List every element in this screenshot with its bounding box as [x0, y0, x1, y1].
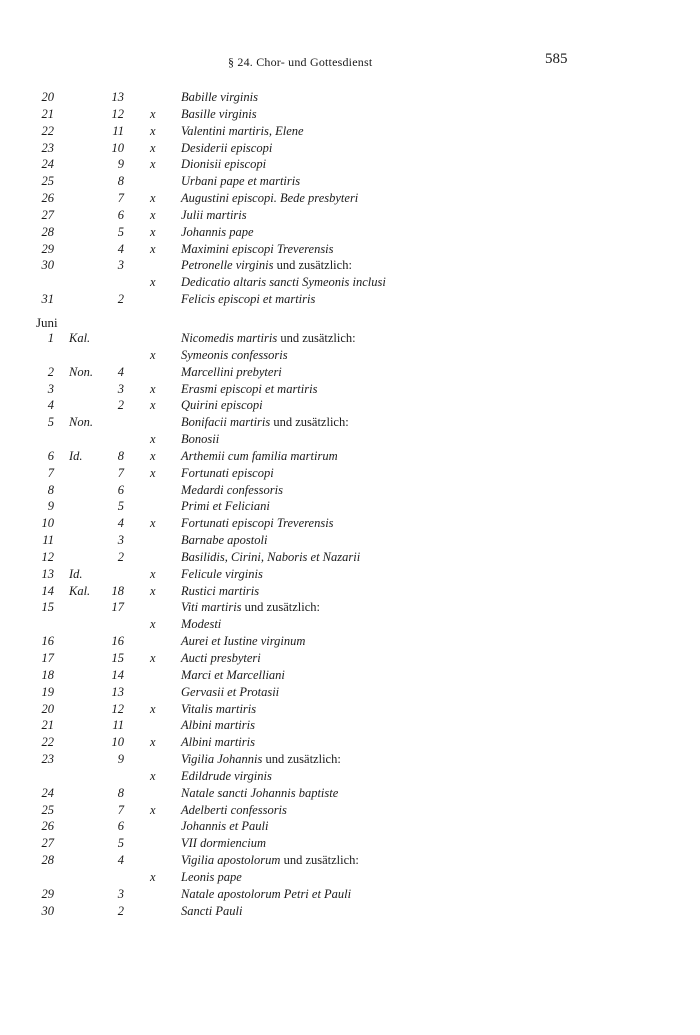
calendar-row: [0, 903, 700, 920]
feast-text: Modesti: [181, 617, 222, 632]
calendar-row: [0, 414, 700, 431]
calendar-row: [0, 381, 700, 398]
feast-name: [181, 156, 266, 173]
feast-name: [181, 106, 257, 123]
feast-name: [181, 667, 285, 684]
feast-name: [181, 173, 300, 190]
calendar-row: [0, 106, 700, 123]
feast-name: [181, 549, 360, 566]
calendar-row: [0, 599, 700, 616]
feast-name: [181, 431, 219, 448]
feast-text: Johannis pape: [181, 224, 254, 239]
calendar-row: [0, 482, 700, 499]
calendar-keyword: Kal.: [69, 583, 91, 598]
mark-x: x: [150, 617, 156, 632]
month-heading-row: [0, 308, 700, 330]
feast-text: Viti martiris: [181, 600, 242, 615]
day-number: 28: [41, 853, 54, 868]
reverse-count: 12: [111, 701, 124, 716]
reverse-count: 15: [111, 651, 124, 665]
calendar-row: [0, 291, 700, 308]
reverse-count: 8: [117, 785, 124, 800]
day-number: 30: [41, 903, 54, 918]
mark-x: x: [150, 651, 156, 665]
reverse-count: 12: [111, 106, 124, 121]
feast-name: [181, 717, 255, 734]
feast-text: Arthemii cum familia martirum: [181, 448, 338, 463]
feast-name: [181, 734, 255, 751]
day-number: 23: [41, 140, 54, 155]
feast-name: [181, 785, 338, 802]
day-number: 28: [41, 224, 54, 239]
feast-name: [181, 397, 263, 414]
feast-name: [181, 515, 334, 532]
calendar-row: [0, 583, 700, 600]
calendar-row: [0, 667, 700, 684]
feast-text: Johannis et Pauli: [181, 819, 269, 834]
feast-name: [181, 751, 341, 768]
feast-name: [181, 852, 359, 869]
additional-note: und zusätzlich:: [277, 330, 356, 345]
day-number: 21: [41, 718, 54, 733]
feast-name: [181, 903, 242, 920]
calendar-row: [0, 140, 700, 157]
day-number: 23: [41, 752, 54, 767]
feast-text: Desiderii episcopi: [181, 140, 273, 155]
calendar-row: [0, 734, 700, 751]
feast-name: [181, 448, 338, 465]
mark-x: x: [150, 140, 156, 155]
additional-note: und zusätzlich:: [270, 415, 349, 430]
reverse-count: 8: [117, 448, 124, 463]
day-number: 5: [47, 415, 54, 430]
day-number: 27: [41, 207, 54, 222]
feast-name: [181, 381, 317, 398]
feast-text: Albini martiris: [181, 718, 255, 733]
day-number: 14: [41, 583, 54, 598]
feast-name: [181, 583, 259, 600]
day-number: 13: [41, 566, 54, 581]
additional-note: und zusätzlich:: [280, 853, 359, 868]
feast-text: Barnabe apostoli: [181, 533, 268, 548]
calendar-row: [0, 650, 700, 667]
feast-name: [181, 599, 320, 616]
feast-text: Petronelle virginis: [181, 258, 274, 273]
reverse-count: 4: [117, 516, 124, 531]
feast-text: Marcellini prebyteri: [181, 364, 282, 379]
calendar-row: [0, 802, 700, 819]
day-number: 18: [41, 667, 54, 682]
feast-name: [181, 140, 272, 157]
mark-x: x: [150, 566, 156, 581]
calendar-keyword: Non.: [69, 364, 93, 379]
mark-x: x: [150, 398, 156, 413]
reverse-count: 17: [111, 600, 124, 615]
feast-name: [181, 347, 288, 364]
feast-name: [181, 123, 304, 140]
calendar-row: [0, 515, 700, 532]
calendar-row: [0, 768, 700, 785]
feast-text: Julii martiris: [181, 207, 247, 222]
calendar-row: [0, 886, 700, 903]
reverse-count: 18: [111, 583, 124, 598]
feast-name: [181, 616, 221, 633]
calendar-row: [0, 274, 700, 291]
day-number: 16: [41, 634, 54, 649]
mark-x: x: [150, 381, 156, 396]
feast-text: Vigilia Johannis: [181, 752, 263, 767]
feast-text: Fortunati episcopi: [181, 465, 274, 480]
calendar-row: [0, 818, 700, 835]
calendar-row: [0, 190, 700, 207]
calendar-row: [0, 717, 700, 734]
reverse-count: 6: [117, 819, 124, 834]
page-number: 585: [545, 51, 568, 67]
feast-text: Aucti presbyteri: [181, 651, 261, 665]
reverse-count: 11: [112, 123, 124, 138]
feast-name: [181, 701, 256, 718]
feast-text: Natale sancti Johannis baptiste: [181, 785, 339, 800]
feast-name: [181, 190, 358, 207]
calendar-row: [0, 123, 700, 140]
feast-name: [181, 482, 283, 499]
feast-text: Maximini episcopi Treverensis: [181, 241, 334, 256]
mark-x: x: [150, 241, 156, 256]
feast-text: Fortunati episcopi Treverensis: [181, 516, 334, 531]
feast-name: [181, 465, 274, 482]
day-number: 7: [47, 465, 54, 480]
day-number: 11: [42, 533, 54, 548]
feast-text: Symeonis confessoris: [181, 347, 288, 362]
feast-text: Quirini episcopi: [181, 398, 263, 413]
day-number: 25: [41, 802, 54, 817]
mark-x: x: [150, 802, 156, 817]
day-number: 22: [41, 123, 54, 138]
calendar-row: [0, 532, 700, 549]
day-number: 24: [41, 785, 54, 800]
reverse-count: 5: [117, 224, 124, 239]
feast-text: Dedicatio altaris sancti Symeonis inclusi: [181, 275, 386, 290]
reverse-count: 9: [117, 157, 124, 172]
calendar-row: [0, 364, 700, 381]
calendar-row: [0, 207, 700, 224]
calendar-row: [0, 330, 700, 347]
feast-text: Vigilia apostolorum: [181, 853, 281, 868]
reverse-count: 4: [117, 853, 124, 868]
feast-text: Sancti Pauli: [181, 903, 243, 918]
reverse-count: 6: [117, 482, 124, 497]
day-number: 29: [41, 886, 54, 901]
reverse-count: 2: [117, 549, 124, 564]
calendar-row: [0, 566, 700, 583]
feast-name: [181, 291, 315, 308]
feast-text: Urbani pape et martiris: [181, 174, 301, 189]
feast-name: [181, 330, 356, 347]
reverse-count: 13: [111, 684, 124, 699]
feast-name: [181, 207, 247, 224]
calendar-row: [0, 701, 700, 718]
feast-text: Felicis episcopi et martiris: [181, 292, 316, 307]
mark-x: x: [150, 207, 156, 222]
reverse-count: 2: [117, 292, 124, 307]
day-number: 20: [41, 90, 54, 104]
calendar-row: [0, 785, 700, 802]
feast-name: [181, 89, 258, 106]
calendar-row: [0, 498, 700, 515]
reverse-count: 3: [117, 533, 124, 548]
feast-text: Valentini martiris, Elene: [181, 123, 304, 138]
calendar-row: [0, 347, 700, 364]
feast-text: Marci et Marcelliani: [181, 667, 285, 682]
day-number: 31: [41, 292, 54, 307]
day-number: 19: [41, 684, 54, 699]
feast-text: Primi et Feliciani: [181, 499, 270, 514]
mark-x: x: [150, 347, 156, 362]
feast-text: Basilidis, Cirini, Naboris et Nazarii: [181, 549, 361, 564]
feast-text: Leonis pape: [181, 869, 242, 884]
mark-x: x: [150, 465, 156, 480]
feast-text: Adelberti confessoris: [181, 802, 287, 817]
feast-text: VII dormiencium: [181, 836, 267, 851]
feast-name: [181, 274, 386, 291]
calendar-row: [0, 89, 700, 106]
feast-name: [181, 241, 334, 258]
calendar-row: [0, 751, 700, 768]
feast-text: Medardi confessoris: [181, 482, 283, 497]
feast-name: [181, 802, 287, 819]
day-number: 30: [41, 258, 54, 273]
month-heading: Juni: [36, 314, 58, 330]
day-number: 25: [41, 174, 54, 189]
mark-x: x: [150, 157, 156, 172]
feast-text: Dionisii episcopi: [181, 157, 267, 172]
reverse-count: 16: [111, 634, 124, 649]
reverse-count: 14: [111, 667, 124, 682]
calendar-row: [0, 852, 700, 869]
reverse-count: 5: [117, 836, 124, 851]
day-number: 21: [41, 106, 54, 121]
page-header: [0, 50, 700, 72]
feast-text: Erasmi episcopi et martiris: [181, 381, 318, 396]
feast-name: [181, 414, 349, 431]
reverse-count: 3: [117, 886, 124, 901]
feast-text: Aurei et Iustine virginum: [181, 634, 306, 649]
feast-text: Edildrude virginis: [181, 768, 272, 783]
feast-name: [181, 257, 352, 274]
reverse-count: 10: [111, 735, 124, 750]
mark-x: x: [150, 275, 156, 290]
calendar-row: [0, 431, 700, 448]
mark-x: x: [150, 735, 156, 750]
reverse-count: 7: [117, 465, 124, 480]
calendar-row: [0, 241, 700, 258]
day-number: 1: [47, 330, 54, 345]
mark-x: x: [150, 448, 156, 463]
reverse-count: 11: [112, 718, 124, 733]
additional-note: und zusätzlich:: [241, 600, 320, 615]
reverse-count: 8: [117, 174, 124, 189]
calendar-row: [0, 835, 700, 852]
calendar-keyword: Id.: [69, 566, 83, 581]
feast-text: Bonosii: [181, 432, 220, 447]
calendar-row: [0, 684, 700, 701]
calendar-row: [0, 173, 700, 190]
feast-text: Natale apostolorum Petri et Pauli: [181, 886, 352, 901]
calendar-list: [0, 89, 700, 920]
mark-x: x: [150, 768, 156, 783]
day-number: 8: [47, 482, 54, 497]
reverse-count: 2: [117, 903, 124, 918]
feast-name: [181, 650, 261, 667]
reverse-count: 4: [117, 364, 124, 379]
feast-text: Gervasii et Protasii: [181, 684, 280, 699]
day-number: 20: [41, 701, 54, 716]
calendar-row: [0, 633, 700, 650]
feast-text: Augustini episcopi. Bede presbyteri: [181, 191, 359, 206]
feast-name: [181, 224, 254, 241]
calendar-row: [0, 224, 700, 241]
feast-text: Bonifacii martiris: [181, 415, 271, 430]
reverse-count: 4: [117, 241, 124, 256]
additional-note: und zusätzlich:: [262, 752, 341, 767]
feast-name: [181, 364, 282, 381]
calendar-row: [0, 156, 700, 173]
mark-x: x: [150, 432, 156, 447]
feast-name: [181, 835, 266, 852]
additional-note: und zusätzlich:: [273, 258, 352, 273]
feast-text: Vitalis martiris: [181, 701, 257, 716]
reverse-count: 5: [117, 499, 124, 514]
day-number: 12: [41, 549, 54, 564]
reverse-count: 3: [117, 258, 124, 273]
reverse-count: 13: [111, 90, 124, 104]
feast-text: Rustici martiris: [181, 583, 260, 598]
day-number: 4: [47, 398, 54, 413]
feast-name: [181, 869, 242, 886]
reverse-count: 7: [117, 802, 124, 817]
calendar-row: [0, 448, 700, 465]
feast-name: [181, 886, 351, 903]
mark-x: x: [150, 123, 156, 138]
reverse-count: 10: [111, 140, 124, 155]
feast-name: [181, 532, 267, 549]
mark-x: x: [150, 516, 156, 531]
calendar-row: [0, 465, 700, 482]
mark-x: x: [150, 191, 156, 206]
mark-x: x: [150, 869, 156, 884]
reverse-count: 7: [117, 191, 124, 206]
day-number: 10: [41, 516, 54, 531]
mark-x: x: [150, 583, 156, 598]
mark-x: x: [150, 224, 156, 239]
reverse-count: 9: [117, 752, 124, 767]
mark-x: x: [150, 701, 156, 716]
feast-name: [181, 768, 272, 785]
feast-name: [181, 498, 270, 515]
feast-text: Felicule virginis: [181, 566, 263, 581]
calendar-row: [0, 869, 700, 886]
feast-text: Basille virginis: [181, 106, 257, 121]
feast-name: [181, 684, 279, 701]
day-number: 29: [41, 241, 54, 256]
feast-text: Nicomedis martiris: [181, 330, 278, 345]
reverse-count: 3: [117, 381, 124, 396]
calendar-row: [0, 549, 700, 566]
calendar-keyword: Non.: [69, 415, 93, 430]
day-number: 24: [41, 157, 54, 172]
feast-text: Albini martiris: [181, 735, 255, 750]
day-number: 17: [41, 651, 54, 665]
day-number: 2: [47, 364, 54, 379]
day-number: 6: [47, 448, 54, 463]
day-number: 26: [41, 819, 54, 834]
feast-name: [181, 566, 263, 583]
day-number: 3: [47, 381, 54, 396]
calendar-row: [0, 616, 700, 633]
calendar-row: [0, 257, 700, 274]
feast-text: Babille virginis: [181, 90, 258, 104]
feast-name: [181, 633, 305, 650]
calendar-row: [0, 397, 700, 414]
calendar-keyword: Kal.: [69, 330, 91, 345]
feast-name: [181, 818, 269, 835]
section-title: § 24. Chor- und Gottesdienst: [228, 55, 373, 69]
day-number: 26: [41, 191, 54, 206]
mark-x: x: [150, 106, 156, 121]
day-number: 22: [41, 735, 54, 750]
calendar-keyword: Id.: [69, 448, 83, 463]
reverse-count: 6: [117, 207, 124, 222]
day-number: 15: [41, 600, 54, 615]
day-number: 27: [41, 836, 54, 851]
reverse-count: 2: [117, 398, 124, 413]
day-number: 9: [47, 499, 54, 514]
